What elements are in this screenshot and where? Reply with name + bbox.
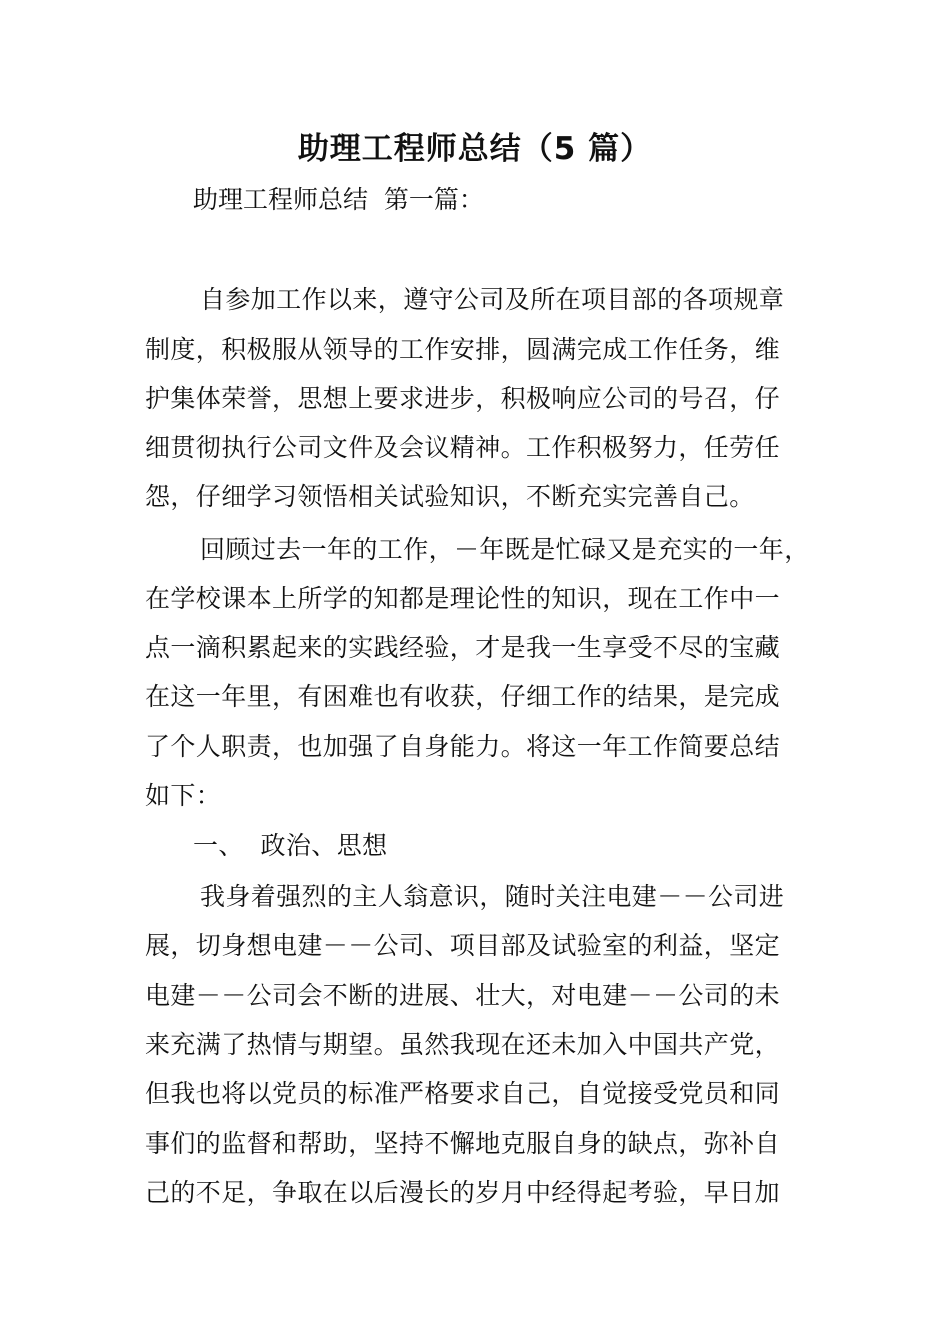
paragraph-line: 事们的监督和帮助，坚持不懈地克服自身的缺点，弥补自: [145, 1129, 781, 1158]
paragraph-line: 制度，积极服从领导的工作安排，圆满完成工作任务，维: [145, 335, 781, 364]
document-title: 助理工程师总结（5 篇）: [297, 131, 653, 167]
paragraph-line: 细贯彻执行公司文件及会议精神。工作积极努力，任劳任: [145, 433, 781, 462]
paragraph-line: 在这一年里，有困难也有收获，仔细工作的结果，是完成: [145, 682, 781, 711]
document-subtitle: 助理工程师总结 第一篇：: [193, 185, 484, 214]
paragraph-line: 了个人职责，也加强了自身能力。将这一年工作简要总结: [145, 732, 781, 761]
paragraph-line: 点一滴积累起来的实践经验，才是我一生享受不尽的宝藏: [145, 633, 781, 662]
paragraph-line: 回顾过去一年的工作，－年既是忙碌又是充实的一年，: [200, 535, 810, 564]
paragraph-line: 如下：: [145, 781, 222, 810]
paragraph-line: 电建－－公司会不断的进展、壮大，对电建－－公司的未: [145, 981, 781, 1010]
paragraph-line: 怨，仔细学习领悟相关试验知识，不断充实完善自己。: [145, 482, 755, 511]
paragraph-line: 但我也将以党员的标准严格要求自己，自觉接受党员和同: [145, 1079, 781, 1108]
paragraph-line: 护集体荣誉，思想上要求进步，积极响应公司的号召，仔: [145, 384, 781, 413]
paragraph-line: 我身着强烈的主人翁意识，随时关注电建－－公司进: [200, 882, 785, 911]
paragraph-line: 自参加工作以来，遵守公司及所在项目部的各项规章: [200, 285, 785, 314]
section-heading: 一、 政治、思想: [193, 831, 388, 860]
paragraph-line: 己的不足，争取在以后漫长的岁月中经得起考验，早日加: [145, 1178, 781, 1207]
paragraph-line: 在学校课本上所学的知都是理论性的知识，现在工作中一: [145, 584, 781, 613]
paragraph-line: 展，切身想电建－－公司、项目部及试验室的利益，坚定: [145, 931, 781, 960]
paragraph-line: 来充满了热情与期望。虽然我现在还未加入中国共产党，: [145, 1030, 781, 1059]
